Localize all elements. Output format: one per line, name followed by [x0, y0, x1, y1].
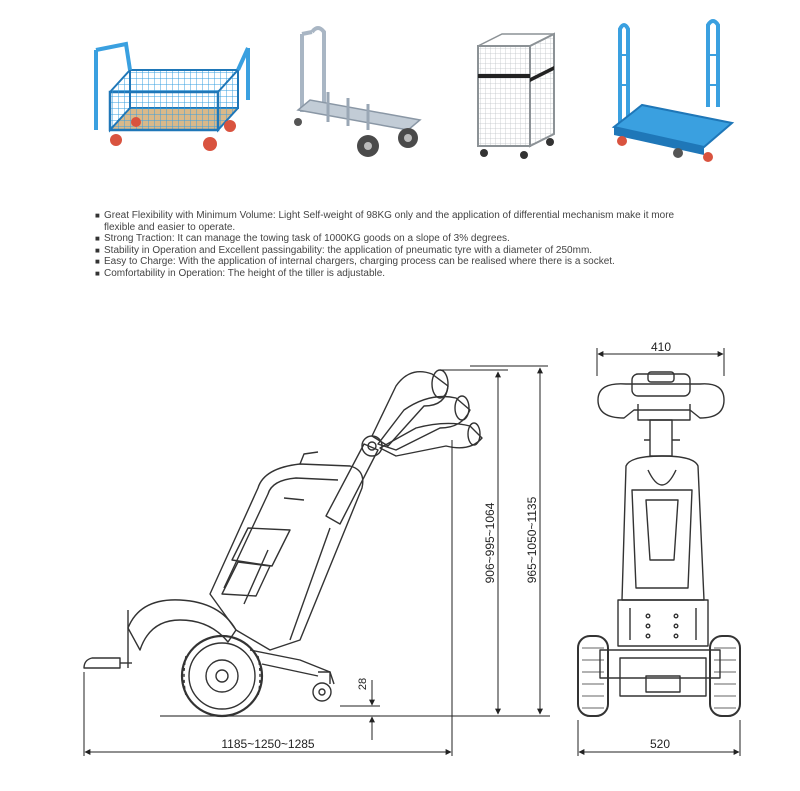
- dim-ground-clearance: 28: [357, 677, 369, 691]
- feature-item: [95, 210, 695, 233]
- front-view-drawing: [578, 372, 740, 716]
- bullet-icon: ■: [95, 245, 100, 255]
- dim-wheel-base: 520: [649, 737, 671, 751]
- feature-label: Strong Traction:: [104, 233, 175, 245]
- bullet-icon: ■: [95, 211, 100, 220]
- platform-trolley-photo: [608, 15, 740, 163]
- feature-text: It can manage the towing task of 1000KG goods on a slope of 3% degrees.: [174, 233, 510, 245]
- feature-item: [95, 268, 695, 280]
- dim-total-height: 965~1050~1135: [525, 496, 539, 584]
- dim-length: 1185~1250~1285: [221, 737, 315, 751]
- roll-cage-icon: [470, 28, 570, 163]
- feature-text: With the application of internal chargers, charging process can be realised where there is a socket.: [175, 256, 615, 268]
- feature-text: the application of pneumatic tyre with a diameter of 250mm.: [324, 244, 593, 256]
- feature-item: [95, 245, 695, 257]
- dimension-lines: [84, 348, 740, 756]
- feature-text: Light Self-weight of 98KG only and the application of differential mechanism make it more flexible and easier to operate.: [104, 210, 675, 233]
- hand-truck-icon: [288, 22, 428, 162]
- hand-truck-photo: [288, 22, 428, 162]
- platform-trolley-icon: [608, 15, 740, 163]
- feature-label: Stability in Operation and Excellent passingability:: [104, 244, 325, 256]
- feature-list: [95, 210, 695, 280]
- bullet-icon: ■: [95, 234, 100, 244]
- bullet-icon: ■: [95, 257, 100, 267]
- roll-cage-photo: [470, 28, 570, 163]
- bullet-icon: ■: [95, 268, 100, 278]
- dim-top-width: 410: [650, 340, 672, 354]
- mesh-cart-photo: [88, 30, 253, 170]
- feature-label: Great Flexibility with Minimum Volume:: [104, 210, 276, 221]
- feature-item: [95, 256, 695, 268]
- feature-text: The height of the tiller is adjustable.: [225, 267, 386, 279]
- feature-label: Comfortability in Operation:: [104, 267, 226, 279]
- side-view-drawing: [84, 370, 482, 716]
- dim-tiller-height: 906~995~1064: [483, 502, 497, 584]
- feature-item: [95, 233, 695, 245]
- feature-label: Easy to Charge:: [104, 256, 176, 268]
- technical-drawing: [0, 330, 800, 791]
- mesh-cart-icon: [88, 30, 253, 170]
